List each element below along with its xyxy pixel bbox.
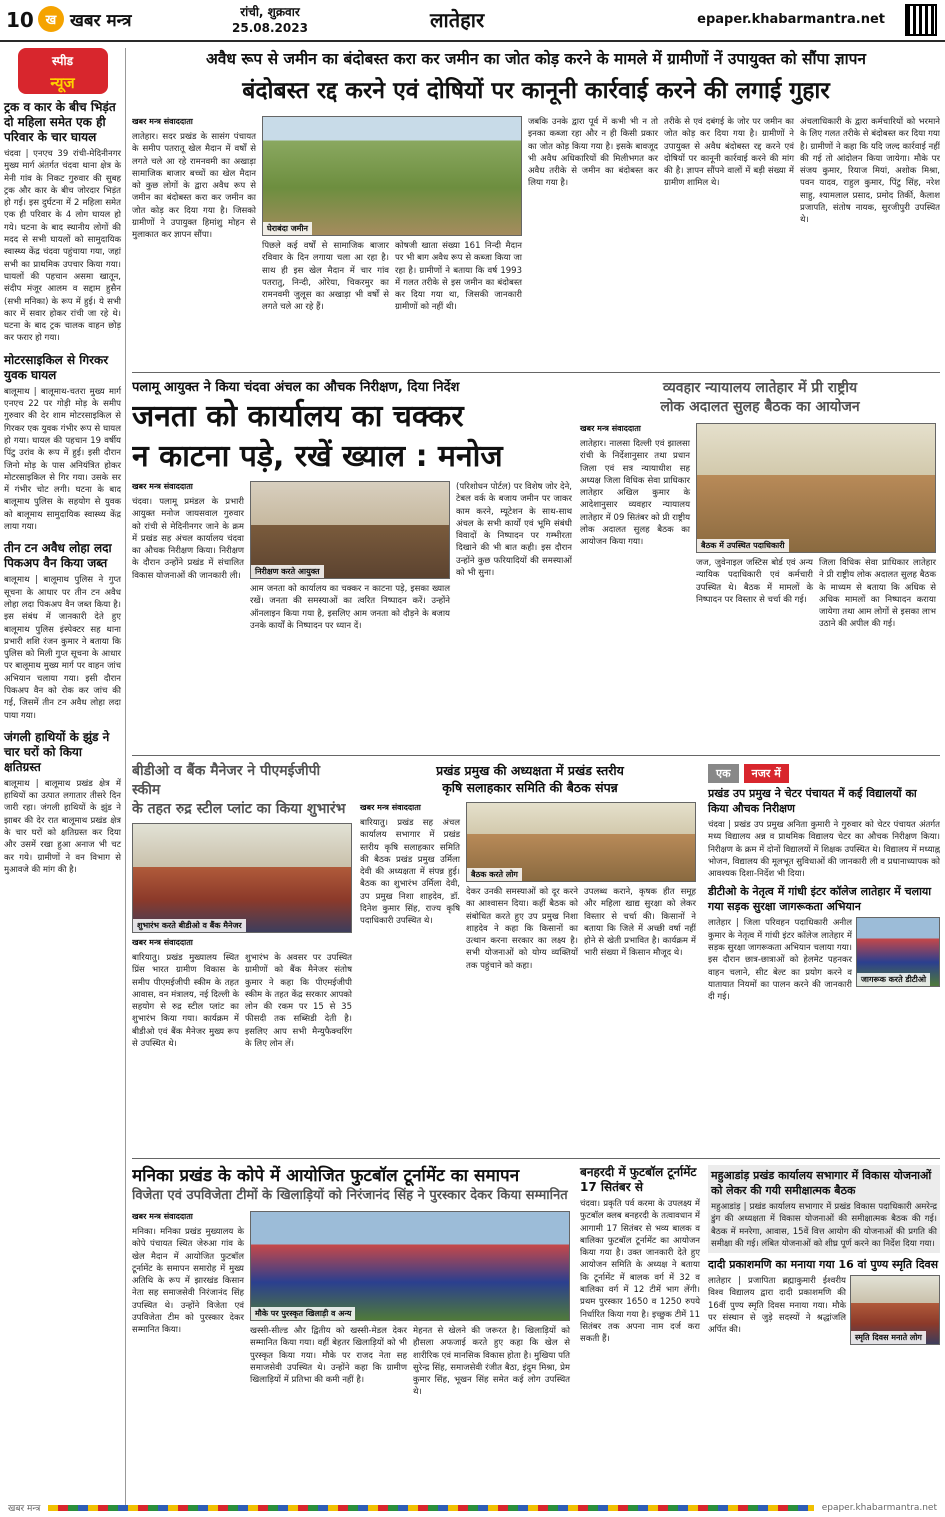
brief-item[interactable] (708, 1257, 940, 1345)
brief-body: लातेहार | प्रजापिता ब्रह्माकुमारी ईश्वरीय विश्व विद्यालय द्वारा दादी प्रकाशमणि की 16वीं पुण्य स्मृति दिवस मनाया गया। मौके पर संस्थान से जुड़े सदस्यों ने श्रद्धांजलि अर्पित की। (708, 1276, 846, 1336)
story-headline: के तहत रुद्र स्टील प्लांट का किया शुभारंभ (132, 801, 346, 817)
article-text: जिला विधिक सेवा प्राधिकार लातेहार ने प्री राष्ट्रीय लोक अदालत सुलह बैठक के माध्यम से बताया कि अधिक से अधिक मामलों का निष्पादन कराया जायेगा तथा आम लोगों से इसका लाभ उठाने की अपील की गई। (819, 558, 936, 630)
photo-caption: निरीक्षण करते आयुक्त (251, 565, 324, 578)
article-text: अंचलाधिकारी के द्वारा कर्मचारियों को भरमाने के लिए गलत तरीके से बंदोबस्त कर दिया गया है। ग्रामीणों ने कहा कि यदि जल्द कार्रवाई नहीं की गई तो आंदोलन किया जायेगा। मौके पर संजय कुमार, रियाज मियां, अशोक मिश्रा, पवन यादव, राहुल कुमार, पिंटु सिंह, नरेश साहु, श्यामलाल प्रसाद, प्रमोद तिर्की, कैलाश प्रजापति, संतोष नायक, सुरजीपुरी उपस्थित थे। (800, 117, 940, 226)
badge-bottom: न्यूज (50, 74, 75, 92)
court-story[interactable] (580, 379, 940, 749)
photo-caption: बैठक करते लोग (467, 868, 522, 881)
article-text: लातेहार। नालसा दिल्ली एवं झालसा रांची के निर्देशानुसार तथा प्रधान जिला एवं सत्र न्यायाधीश सह अध्यक्ष जिला विधिक सेवा प्राधिकार लातेहार अखिल कुमार के आदेशानुसार व्यवहार न्यायालय लातेहार में 09 सितंबर को प्री राष्ट्रीय लोक अदालत सुलह बैठक का आयोजन किया गया। (580, 439, 690, 548)
photo-caption: बैठक में उपस्थित पदाधिकारी (697, 539, 789, 552)
agri-committee-story[interactable] (360, 762, 700, 1152)
article-text: शुभारंभ के अवसर पर उपस्थित ग्रामीणों को बैंक मैनेजर संतोष कुमार ने कहा कि पीएमईजीपी स्कीम के तहत केंद्र सरकार आपको लोन की रकम पर 15 से 35 फीसदी तक सब्सिडी देती है। इसलिए आप सभी मैन्युफैक्चरिंग के लिए लोन लें। (245, 953, 352, 1050)
divider (132, 1158, 940, 1159)
article-text: (परिशोधन पोर्टल) पर विशेष जोर देने, टेबल वर्क के बजाय जमीन पर जाकर काम करने, म्यूटेशन के साथ-साथ अंचल के सभी कार्यों एवं भूमि संबंधी विवादों के निष्पादन पर गम्भीरता दिखाने की भी बात कही। इस दौरान उन्होंने कुछ फरियादियों की समस्याओं को भी सुना। (456, 482, 572, 579)
brief-item[interactable] (708, 884, 940, 1003)
right-briefs-bottom (708, 1165, 940, 1495)
article-text: आम जनता को कार्यालय का चक्कर न काटना पड़े, इसका ख्याल रखें। जनता की समस्याओं का त्वरित निष्पादन करें। उन्होंने ऑनलाइन किया गया है, इसलिए आम जनता को दौड़ने के बजाय उनके कार्यों के निष्पादन पर ध्यान दें। (250, 584, 450, 631)
brand-name: खबर मन्त्र (70, 10, 132, 31)
football-story[interactable] (132, 1165, 572, 1495)
issue-date (232, 4, 308, 36)
article-text: खस्सी-सील्ड और द्वितीय को खस्सी-मेडल देकर सम्मानित किया गया। वहीं बेहतर खिलाड़ियों को भी पुरस्कृत किया गया। मौके पर राजद नेता सह समाजसेवी उपस्थित थे। उन्होंने कहा कि ग्रामीण खिलाड़ियों में प्रतिभा की कमी नहीं है। (250, 1326, 407, 1386)
tag-prefix: एक (708, 764, 739, 783)
epaper-url[interactable]: epaper.khabarmantra.net (697, 12, 885, 27)
section-title: लातेहार (430, 8, 485, 32)
article-text: तरीके से एवं दबंगई के जोर पर जमीन का जोत कोड़ कर दिया गया है। ग्रामीणों ने उपायुक्त से अवैध बंदोबस्त रद्द करने एवं दोषियों पर कानूनी कार्रवाई करने की मांग की है। ज्ञापन सौंपने वालों में बड़ी संख्या में ग्रामीण शामिल थे। (664, 117, 794, 189)
article-text: बारियातु। प्रखंड मुख्यालय स्थित प्रिंस भारत ग्रामीण विकास के समीप पीएमईजीपी स्कीम के तहत आवास, वन मंत्रालय, नई दिल्ली के सहयोग से रुद्र स्टील प्लांट का शुभारंभ किया गया। कार्यक्रम में बीडीओ एवं बैंक मैनेजर मुख्य रूप से उपस्थित थे। (132, 953, 239, 1050)
footer-url[interactable]: epaper.khabarmantra.net (821, 1502, 937, 1513)
left-story[interactable] (4, 730, 121, 876)
page-number: 10 (6, 8, 34, 32)
article-text: उपलब्ध कराने, कृषक हीत समूह और महिला खाद्य सुरक्षा को लेकर विस्तार से चर्चा की। किसानों ने बताया कि जिले में अच्छी वर्षा नहीं होने से खेती प्रभावित है। कार्यक्रम में भारी संख्या में किसान मौजूद थे। (584, 887, 696, 959)
photo-caption: मौके पर पुरस्कृत खिलाड़ी व अन्य (251, 1307, 355, 1320)
left-story-headline: तीन टन अवैध लोहा लदा पिकअप वैन किया जब्त (4, 541, 112, 571)
brief-headline: डीटीओ के नेतृत्व में गांधी इंटर कॉलेज लातेहार में चलाया गया सड़क सुरक्षा जागरूकता अभियान (708, 885, 932, 914)
brand-logo-icon: ख (38, 6, 64, 32)
photo-caption: शुभारंभ करते बीडीओ व बैंक मैनेजर (133, 919, 246, 932)
story-subhead: विजेता एवं उपविजेता टीमों के खिलाड़ियों को निरंजानंद सिंह ने पुरस्कार देकर किया सम्मानित (132, 1188, 568, 1203)
at-a-glance-column (708, 762, 940, 1152)
road-safety-photo (856, 917, 940, 987)
divider (132, 755, 940, 756)
story-headline: मनिका प्रखंड के कोपे में आयोजित फुटबॉल टूर्नामेंट का समापन (132, 1166, 520, 1186)
article-text: बारियातु। प्रखंड सह अंचल कार्यालय सभागार में प्रखंड स्तरीय कृषि सलाहकार समिति की बैठक प्रखंड प्रमुख उर्मिला देवी की अध्यक्षता में संपन्न हुई। बैठक का शुभारंभ उर्मिला देवी, उप प्रमुख निशा शाहदेव, डॉ. दिनेश कुमार सिंह, राज्य कृषि पदाधिकारी उपस्थित थे। (360, 818, 460, 927)
brief-item[interactable] (708, 786, 940, 880)
brief-body: महुआडांड़ | प्रखंड कार्यालय सभागार में प्रखंड विकास पदाधिकारी अमरेन्द्र डुंग की अध्यक्षता में विकास योजनाओं की समीक्षात्मक बैठक की गई। बैठक में मनरेगा, आवास, 15वें वित्त आयोग की योजनाओं की प्रगति की समीक्षा की गई। लंबित योजनाओं को शीघ्र पूर्ण करने का निर्देश दिया गया। (711, 1202, 937, 1249)
article-text: जबकि उनके द्वारा पूर्व में कभी भी न तो इनका कब्जा रहा और न ही किसी प्रकार का जोत कोड़ किया गया है। इसके बावजूद भी अवैध अधिकारियों की मिलीभगत कर अवैध तरीके से जमीन का बंदोबस्त कर लिया गया है। (528, 117, 658, 189)
land-photo (262, 116, 522, 236)
steel-plant-story[interactable] (132, 762, 352, 1152)
story-headline: बनहरदी में फुटबॉल टूर्नामेंट 17 सितंबर से (580, 1165, 697, 1194)
plant-inauguration-photo (132, 823, 352, 933)
color-strip (48, 1505, 813, 1511)
date-text: 25.08.2023 (232, 21, 308, 35)
byline: खबर मन्त्र संवाददाता (132, 482, 193, 491)
footer (0, 1498, 945, 1517)
main-content (132, 48, 940, 1495)
byline: खबर मन्त्र संवाददाता (132, 1212, 193, 1221)
court-meeting-photo (696, 423, 936, 553)
byline: खबर मन्त्र संवाददाता (132, 938, 193, 947)
brief-headline: प्रखंड उप प्रमुख ने चेटर पंचायत में कई विद्यालयों का किया औचक निरीक्षण (708, 787, 917, 815)
article-text: कोषजी खाता संख्या 161 निन्दी मैदान पर भी बाग अवैध रूप से कब्जा किया जा रहा है। ग्रामीणों ने बताया कि वर्ष 1993 में गलत तरीके से इस जमीन का बंदोबस्त कर दिया गया था, जिसकी जानकारी ग्रामीणों को नहीं थी। (395, 241, 522, 313)
article-text: मेहनत से खेलने की जरूरत है। खिलाड़ियों को हौसला अफजाई करते हुए कहा कि खेल से शारीरिक एवं मानसिक विकास होता है। मुखिया पति सुरेन्द्र सिंह, समाजसेवी रंजीत बैठा, इंदुम मिश्रा, प्रेम कुमार सिंह, भूखन सिंह समेत कई लोग उपस्थित थे। (413, 1326, 570, 1398)
story-headline: बीडीओ व बैंक मैनेजर ने पीएमईजीपी स्कीम (132, 763, 321, 798)
left-story[interactable] (4, 100, 121, 345)
football-team-photo (250, 1211, 570, 1321)
lead-kicker: अवैध रूप से जमीन का बंदोबस्त करा कर जमीन का जोत कोड़ करने के मामले में ग्रामीणों नें उपायुक्त को सौंपा ज्ञापन (205, 50, 867, 68)
inspection-photo (250, 481, 450, 579)
brief-item[interactable] (708, 1165, 940, 1253)
commissioner-story[interactable] (132, 379, 572, 749)
article-text: चंदवा। प्रकृति पर्व करमा के उपलक्ष्य में फुटबॉल क्लब बनहरदी के तत्वावधान में आगामी 17 सितंबर से भव्य बालक व बालिका फुटबॉल टूर्नामेंट का आयोजन किया गया है। उक्त जानकारी देते हुए आयोजन समिति के अध्यक्ष ने बताया कि टूर्नामेंट में बालक वर्ग में 32 व बालिका वर्ग में 12 टीमें भाग लेंगी। प्रथम पुरस्कार 1650 व 1250 रुपये निर्धारित किया गया है। इच्छुक टीमें 11 सितंबर तक अपना नाम दर्ज करा सकती हैं। (580, 1199, 700, 1345)
photo-caption: घेराबंदा जमीन (263, 222, 312, 235)
story-headline: व्यवहार न्यायालय लातेहार में प्री राष्ट्रीय (662, 380, 858, 396)
left-story-body: बालूमाथ | बालूमाथ पुलिस ने गुप्त सूचना के आधार पर तीन टन अवैध लोहा लदा पिकअप वैन जब्त किया है। इस संबंध में जानकारी देते हुए बालूमाथ पुलिस इंस्पेक्टर सह थाना प्रभारी शशि रंजन कुमार ने बताया कि पुलिस को मिली गुप्त सूचना के आधार पर बालूमाथ मुख्य मार्ग पर वाहन जांच अभियान चलाया गया। इसी दौरान पिकअप वैन को रोक कर जांच की गई, जिसमें तीन टन अवैध लोहा लदा पाया गया। (4, 575, 121, 721)
article-text: चंदवा। पलामू प्रमंडल के प्रभारी आयुक्त मनोज जायसवाल गुरुवार को रांची से मेदिनीनगर जाने के क्रम में प्रखंड सह अंचल कार्यालय चंदवा का औचक निरीक्षण किया। निरीक्षण के दौरान उन्होंने प्रखंड में संचालित विकास योजनाओं की जानकारी ली। (132, 497, 244, 581)
nazar-tag: नजर में (744, 764, 789, 783)
divider (132, 372, 940, 373)
lead-headline: बंदोबस्त रद्द करने एवं दोषियों पर कानूनी कार्रवाई करने की लगाई गुहार (242, 78, 830, 104)
left-story-body: बालूमाथ | बालूमाथ-चतरा मुख्य मार्ग एनएच 22 पर गोड़ी मोड़ के समीप गुरुवार की देर शाम मोटरसाइकिल से गिरकर एक युवक गंभीर रूप से घायल हो गया। घायल की पहचान 19 वर्षीय पिंटु उरांव के रूप में हुई। इसी दौरान जिनो मोड़ के पास अनियंत्रित होकर मोटरसाइकिल से गिर गया। उसके सर में गंभीर चोट लगी। घटना के बाद बालूमाथ पुलिस के सहयोग से युवक को बालूमाथ सामुदायिक स्वास्थ्य केंद्र लाया गया। (4, 386, 121, 533)
city-day: रांची, शुक्रवार (240, 5, 300, 19)
article-text: देकर उनकी समस्याओं को दूर करने का आश्वासन दिया। कहीं बैठक को संबोधित करते हुए उप प्रमुख निशा शाहदेव ने कहा कि किसानों का उत्थान करना सरकार का लक्ष्य है। सभी योजनाओं को योग्य व्यक्तियों तक पहुंचाने को कहा। (466, 887, 578, 971)
photo-caption: स्मृति दिवस मनाते लोग (851, 1331, 926, 1344)
left-story-headline: मोटरसाइकिल से गिरकर युवक घायल (4, 352, 109, 382)
left-story[interactable] (4, 353, 121, 534)
left-story-body: चंदवा | एनएच 39 रांची-मेदिनीनगर मुख्य मार्ग अंतर्गत चंदवा थाना क्षेत्र के मेनी गांव के निकट गुरुवार की सुबह ट्रक और कार के बीच जोरदार भिड़ंत हो गई। इस दुर्घटना में 2 महिला समेत एक ही परिवार के 4 लोग घायल हो गये। घटना के बाद स्थानीय लोगों की मदद से सभी घायलों को सामुदायिक स्वास्थ्य केंद्र चंदवा पहुंचाया गया, जहां सभी का प्राथमिक उपचार किया गया। घायलों की पहचान असमा खातून, संदीप मंजूर आलम व सद्दाम हुसैन (सभी मनिका) के रूप में हुई। ये सभी कार में सवार होकर रांची जा रहे थे। घटना के बाद ट्रक चालक वाहन छोड़ कर फरार हो गया। (4, 149, 121, 344)
brief-body: लातेहार | जिला परिवहन पदाधिकारी अनील कुमार के नेतृत्व में गांधी इंटर कॉलेज लातेहार में सड़क सुरक्षा जागरूकता अभियान चलाया गया। इस दौरान छात्र-छात्राओं को हेलमेट पहनकर वाहन चलाने, सीट बेल्ट का प्रयोग करने व यातायात नियमों का पालन करने की जानकारी दी गई। (708, 918, 852, 1003)
article-text: मनिका। मनिका प्रखंड मुख्यालय के कोपे पंचायत स्थित जेरुआ गांव के खेल मैदान में आयोजित फुटबॉल टूर्नामेंट के समापन समारोह में मुख्य अतिथि के रूप में झारखंड किसान नेता सह समाजसेवी निरंजानंद सिंह उपस्थित थे। उन्होंने विजेता एवं उपविजेता टीम को पुरस्कार देकर सम्मानित किया। (132, 1227, 244, 1336)
story-headline: जनता को कार्यालय का चक्कर (132, 399, 464, 434)
masthead (0, 0, 945, 42)
byline: खबर मन्त्र संवाददाता (580, 424, 641, 433)
story-headline: कृषि सलाहकार समिति की बैठक संपन्न (442, 780, 618, 795)
speed-news-badge (18, 48, 108, 94)
photo-caption: जागरूक करते डीटीओ (857, 973, 930, 986)
committee-photo (466, 802, 696, 882)
brief-body: चंदवा | प्रखंड उप प्रमुख अनिता कुमारी ने गुरुवार को चेटर पंचायत अंतर्गत मध्य विद्यालय अन्न व प्राथमिक विद्यालय चेटर का औचक निरीक्षण किया। निरीक्षण के क्रम में दोनों विद्यालयों में शिक्षक उपस्थित थे। विद्यालय में मध्याह्न भोजन, विद्यालय की मूलभूत सुविधाओं की जानकारी ली व प्रधानाध्यापक को आवश्यक दिशा-निर्देश भी दिया। (708, 820, 940, 880)
badge-top: स्पीड (51, 54, 73, 68)
memorial-photo (850, 1275, 940, 1345)
left-story-headline: ट्रक व कार के बीच भिड़ंत दो महिला समेत एक ही परिवार के चार घायल (4, 100, 116, 144)
byline: खबर मन्त्र संवाददाता (360, 803, 421, 812)
story-headline: लोक अदालत सुलह बैठक का आयोजन (660, 399, 860, 415)
byline: खबर मन्त्र संवाददाता (132, 117, 193, 126)
lead-story[interactable] (132, 48, 940, 366)
story-headline: प्रखंड प्रमुख की अध्यक्षता में प्रखंड स्तरीय (436, 763, 624, 778)
brand[interactable] (38, 6, 132, 32)
brief-headline: महुआडांड़ प्रखंड कार्यालय सभागार में विकास योजनाओं को लेकर की गयी समीक्षात्मक बैठक (711, 1169, 932, 1197)
left-story-headline: जंगली हाथियों के झुंड ने चार घरों को किया क्षतिग्रस्त (4, 729, 110, 774)
banhardi-story[interactable] (580, 1165, 700, 1495)
left-story-body: बालूमाथ | बालूमाथ प्रखंड क्षेत्र में हाथियों का उत्पात लगातार तीसरे दिन जारी रहा। जंगली हाथियों के झुंड ने झाबर की देर रात बालूमाथ प्रखंड क्षेत्र के चार घरों को क्षतिग्रस्त कर दिया और उसमें रखा हुआ अनाज भी चट कर गये। ग्रामीणों ने वन विभाग से मुआवजे की मांग की है। (4, 778, 121, 875)
story-kicker: पलामू आयुक्त ने किया चंदवा अंचल का औचक निरीक्षण, दिया निर्देश (132, 380, 460, 395)
speed-news-column (4, 48, 126, 1508)
story-headline: न काटना पड़े, रखें ख्याल : मनोज (132, 439, 503, 474)
article-text: पिछले कई वर्षों से सामाजिक बाजार रविवार के दिन लगाया चला आ रहा है। साथ ही इस खेल मैदान में चार गांव पतरातु, निन्दी, ओरेया, चिकरमुर का रामनवमी जुलूस का अखाड़ा भी वर्षों से लगते चले आ रहे हैं। (262, 241, 389, 313)
article-text: लातेहार। सदर प्रखंड के सासंग पंचायत के समीप पतरातू खेल मैदान में वर्षों से लगते चले आ रहे रामनवमी का अखाड़ा सामाजिक बाजार बच्चों का खेल मैदान को कुछ लोगों के द्वारा अवैध रूप से जमीन का बंदोबस्त करा कर जमीन का जोत कोड़ कर दिया गया है। जिसको ग्रामीणों ने उपायुक्त हिमांशु मोहन से मुलाकात कर ज्ञापन सौंपा। (132, 132, 256, 241)
article-text: जज, जुवेनाइल जस्टिस बोर्ड एवं अन्य न्यायिक पदाधिकारी एवं कर्मचारी उपस्थित थे। बैठक में मामलों के निष्पादन पर विस्तार से चर्चा की गई। (696, 558, 813, 605)
left-story[interactable] (4, 541, 121, 722)
qr-code-icon (905, 4, 937, 36)
footer-brand: खबर मन्त्र (8, 1504, 41, 1514)
brief-headline: दादी प्रकाशमणि का मनाया गया 16 वां पुण्य स्मृति दिवस (708, 1258, 939, 1272)
